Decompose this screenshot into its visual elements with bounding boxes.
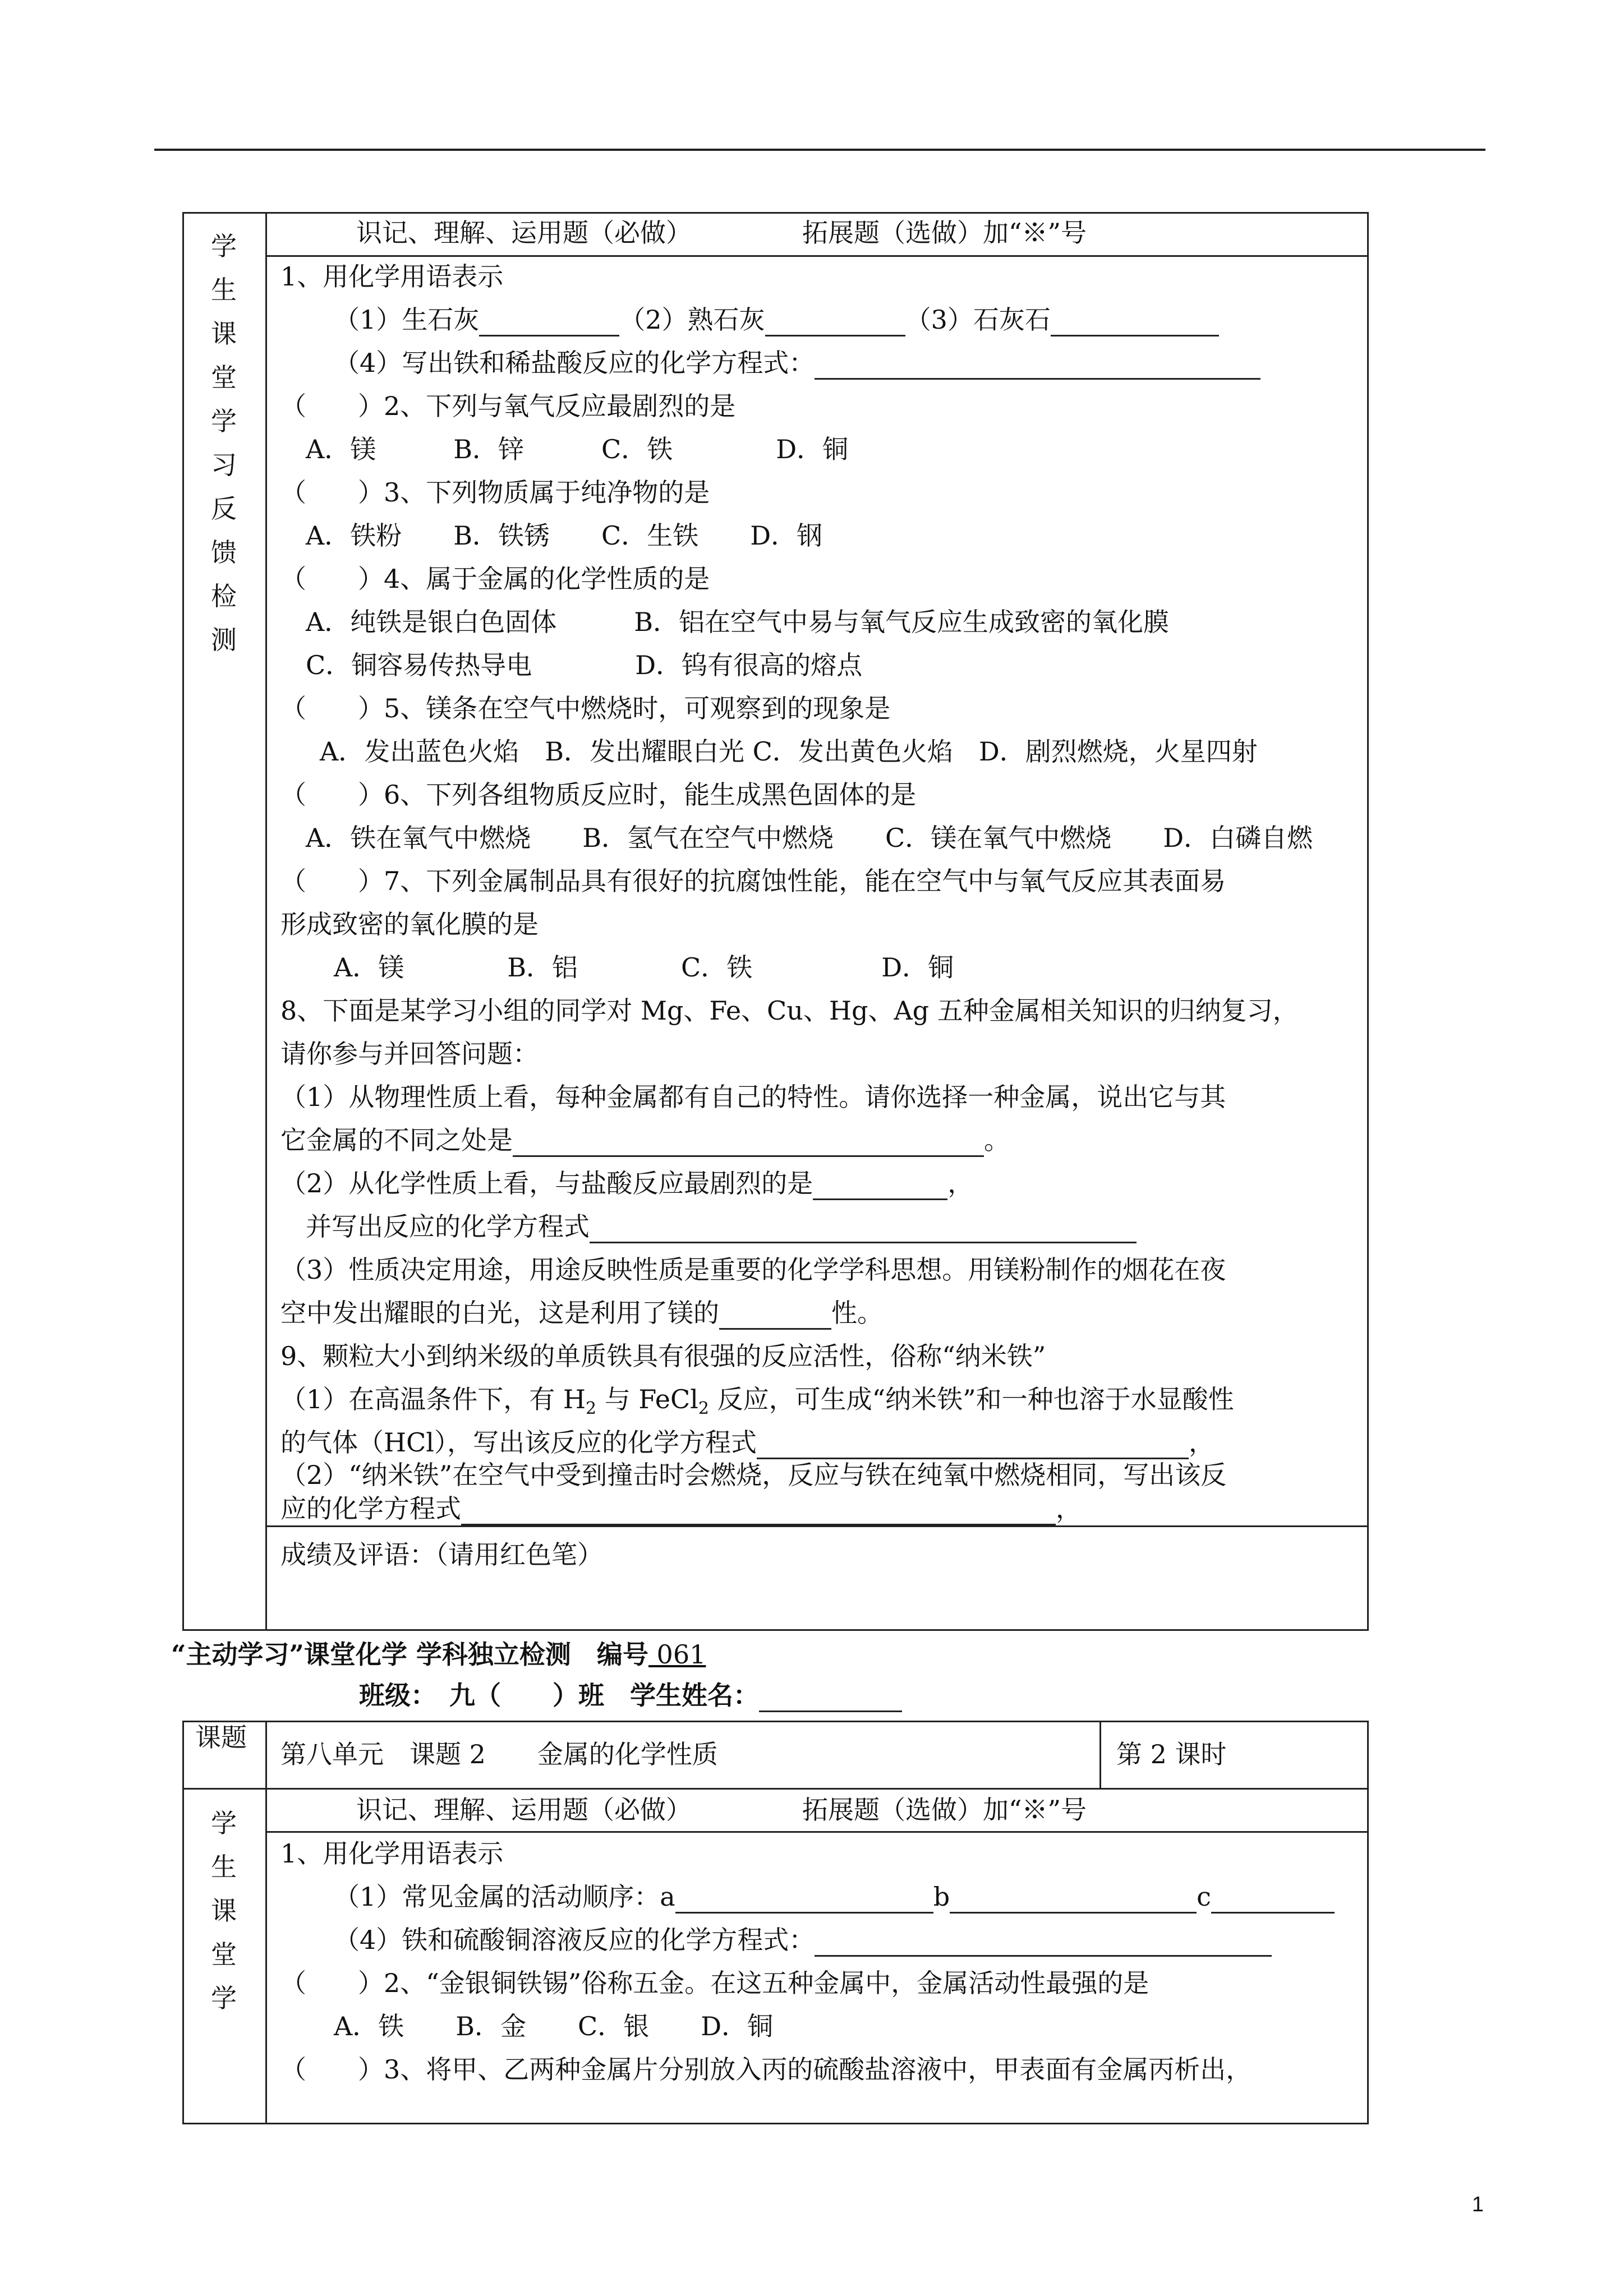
answer-blank[interactable] <box>513 1127 984 1157</box>
answer-blank[interactable] <box>815 350 1260 380</box>
answer-blank[interactable] <box>590 1214 1137 1243</box>
q5-options: A．发出蓝色火焰 B．发出耀眼白光 C．发出黄色火焰 D．剧烈燃烧，火星四射 <box>320 736 1258 767</box>
student-name-blank[interactable] <box>759 1684 902 1712</box>
answer-blank[interactable] <box>719 1300 831 1330</box>
q6-options: A．铁在氧气中燃烧 B．氢气在空气中燃烧 C．镁在氧气中燃烧 D．白磷自燃 <box>306 823 1313 853</box>
q2: （ ）2、下列与氧气反应最剧烈的是 <box>280 391 736 421</box>
class-line: 班级： 九（ ）班 学生姓名： <box>359 1679 902 1712</box>
q7-options: A．镁 B．铝 C．铁 D．铜 <box>334 952 954 983</box>
table-divider <box>265 1721 267 2124</box>
answer-blank[interactable] <box>1211 1884 1335 1914</box>
q8-cont: 请你参与并回答问题： <box>280 1039 539 1069</box>
answer-blank[interactable] <box>479 307 619 336</box>
q8-1-cont: 它金属的不同之处是 。 <box>280 1123 1010 1157</box>
q9-2-cont: 应的化学方程式 ， <box>280 1492 1082 1525</box>
remark-label: 成绩及评语：（请用红色笔） <box>280 1539 603 1570</box>
q1-title: 1、用化学用语表示 <box>280 261 504 292</box>
t2-q2-options: A．铁 B．金 C．银 D．铜 <box>334 2011 774 2041</box>
answer-blank[interactable] <box>461 1496 1056 1525</box>
q3: （ ）3、下列物质属于纯净物的是 <box>280 477 710 508</box>
table-divider <box>265 1525 1369 1527</box>
table-divider <box>265 212 267 1631</box>
header-rule <box>154 149 1485 151</box>
table-divider <box>182 1788 1369 1790</box>
q8-2-cont: 并写出反应的化学方程式 <box>306 1210 1137 1243</box>
q5: （ ）5、镁条在空气中燃烧时，可观察到的现象是 <box>280 693 891 723</box>
q8-1: （1）从物理性质上看，每种金属都有自己的特性。请你选择一种金属，说出它与其 <box>280 1082 1226 1112</box>
t2-q3: （ ）3、将甲、乙两种金属片分别放入丙的硫酸盐溶液中，甲表面有金属丙析出， <box>280 2054 1252 2085</box>
q9: 9、颗粒大小到纳米级的单质铁具有很强的反应活性，俗称“纳米铁” <box>280 1341 1046 1371</box>
q7-cont: 形成致密的氧化膜的是 <box>280 909 539 939</box>
page-number: 1 <box>1471 2193 1484 2216</box>
column-header-optional: 拓展题（选做）加“※”号 <box>802 1795 1087 1825</box>
column-header-required: 识记、理解、运用题（必做） <box>356 218 692 248</box>
q9-1: （1）在高温条件下，有 $H_2$ 与 FeCl$_2$ 反应，可生成“纳米铁”和一种也溶于水显酸性 <box>280 1384 1234 1419</box>
q8-2: （2）从化学性质上看，与盐酸反应最剧烈的是 ， <box>280 1167 973 1200</box>
table-divider <box>1099 1721 1101 1788</box>
t2-q1-1: （1）常见金属的活动顺序：a b c <box>334 1880 1335 1914</box>
t2-q2: （ ）2、“金银铜铁锡”俗称五金。在这五种金属中，金属活动性最强的是 <box>280 1968 1149 1998</box>
answer-blank[interactable] <box>815 1927 1272 1957</box>
lesson-topic: 第八单元 课题 2 金属的化学性质 <box>280 1739 718 1769</box>
answer-blank[interactable] <box>757 1430 1189 1459</box>
q8-3-cont: 空中发出耀眼的白光，这是利用了镁的 性。 <box>280 1296 883 1330</box>
q4-options-cd: C．铜容易传热导电 D．钨有很高的熔点 <box>306 650 863 680</box>
q3-options: A．铁粉 B．铁锈 C．生铁 D．钢 <box>306 520 823 551</box>
t2-q1-4: （4）铁和硫酸铜溶液反应的化学方程式： <box>334 1923 1272 1957</box>
t2-q1-title: 1、用化学用语表示 <box>280 1838 504 1869</box>
q6: （ ）6、下列各组物质反应时，能生成黑色固体的是 <box>280 780 917 810</box>
answer-blank[interactable] <box>950 1884 1197 1914</box>
answer-blank[interactable] <box>813 1170 947 1200</box>
q1-1: （1）生石灰 （2）熟石灰 （3）石灰石 <box>334 303 1219 336</box>
q4: （ ）4、属于金属的化学性质的是 <box>280 564 710 594</box>
lesson-period: 第 2 课时 <box>1116 1739 1227 1769</box>
table-divider <box>265 1831 1369 1833</box>
sheet-number: 061 <box>648 1639 706 1670</box>
answer-blank[interactable] <box>1051 307 1219 336</box>
sheet-title: “主动学习”课堂化学 学科独立检测 编号 061 <box>171 1639 706 1670</box>
column-header-optional: 拓展题（选做）加“※”号 <box>802 218 1087 248</box>
answer-blank[interactable] <box>675 1884 933 1914</box>
side-label: 学 生 课 堂 学 习 反 馈 检 测 <box>211 231 237 655</box>
table-divider <box>265 255 1369 257</box>
subject-cell: 课题 <box>195 1722 247 1753</box>
q1-4: （4）写出铁和稀盐酸反应的化学方程式： <box>334 346 1260 380</box>
q9-1-cont: 的气体（HCl），写出该反应的化学方程式 ， <box>280 1426 1214 1459</box>
q4-options-ab: A．纯铁是银白色固体 B．铝在空气中易与氧气反应生成致密的氧化膜 <box>306 607 1170 637</box>
q2-options: A．镁 B．锌 C．铁 D．铜 <box>306 434 849 464</box>
column-header-required: 识记、理解、运用题（必做） <box>356 1795 692 1825</box>
answer-blank[interactable] <box>765 307 905 336</box>
q7: （ ）7、下列金属制品具有很好的抗腐蚀性能，能在空气中与氧气反应其表面易 <box>280 866 1226 896</box>
q8-3: （3）性质决定用途，用途反映性质是重要的化学学科思想。用镁粉制作的烟花在夜 <box>280 1255 1226 1285</box>
q9-2: （2）“纳米铁”在空气中受到撞击时会燃烧，反应与铁在纯氧中燃烧相同，写出该反 <box>280 1460 1227 1490</box>
q8: 8、下面是某学习小组的同学对 Mg、Fe、Cu、Hg、Ag 五种金属相关知识的归纳复习， <box>280 995 1299 1026</box>
side-label: 学 生 课 堂 学 <box>211 1808 237 2013</box>
